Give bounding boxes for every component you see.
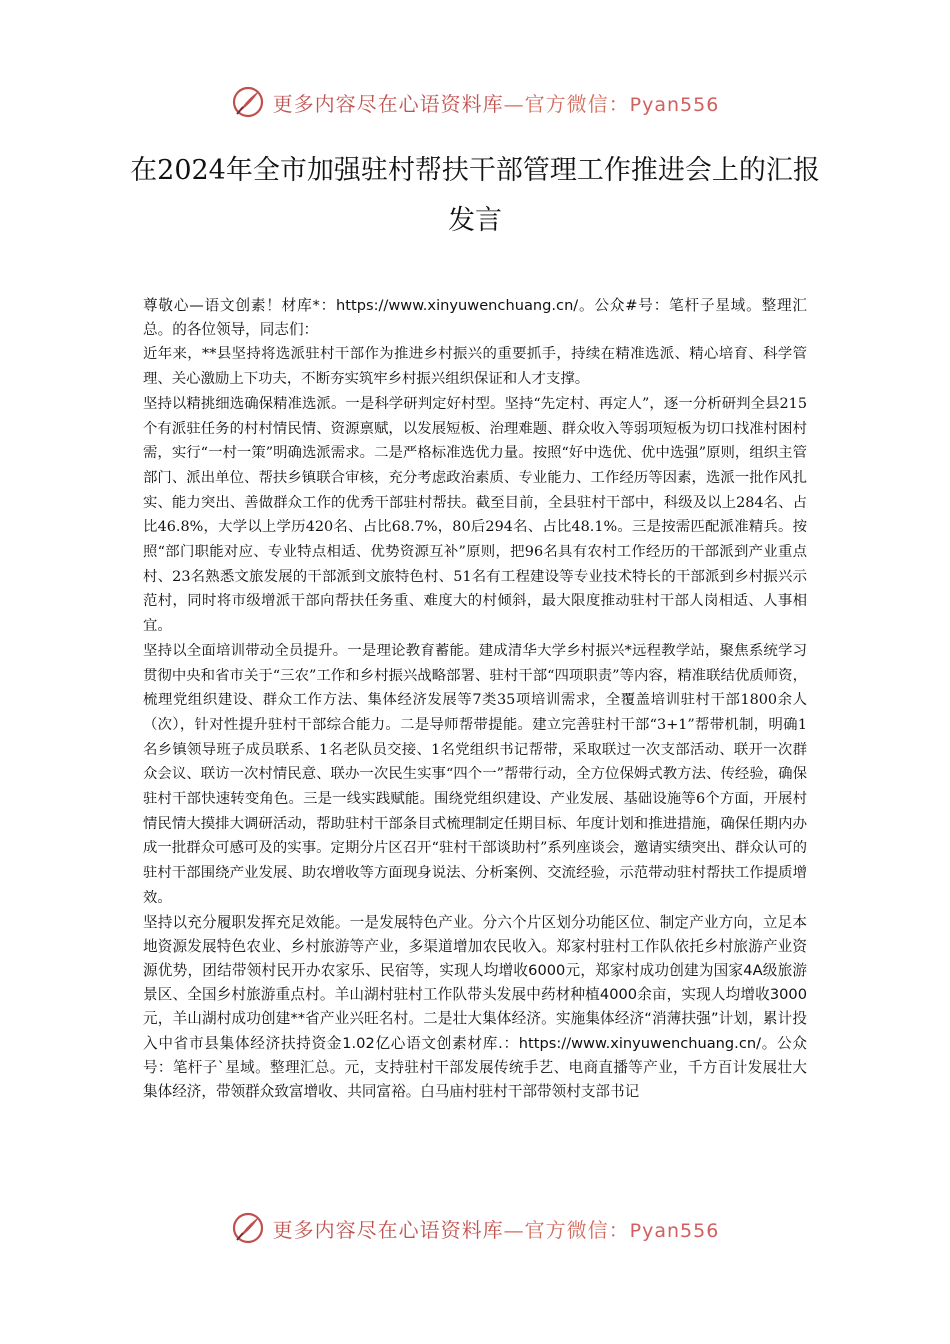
training-paragraph: 坚持以全面培训带动全员提升。一是理论教育蓄能。建成清华大学乡村振兴*远程教学站，聚焦系统学习贯彻中央和省市关于“三农”工作和乡村振兴战略部署、驻村干部“四项职责”等内容，精准联结优质师资，梳理党组织建设、群众工作方法、集体经济发展等7类35项培训需求，全覆盖培训驻村干部1800余人（次），针对性提升驻村干部综合能力。二是导师帮带提能。建立完善驻村干部“3+1”帮带机制，明确1名乡镇领导班子成员联系、1名老队员交接、1名党组织书记帮带，采取联过一次支部活动、联开一次群众会议、联访一次村情民意、联办一次民生实事“四个一”帮带行动，全方位保姆式教方法、传经验，确保驻村干部快速转变角色。三是一线实践赋能。围绕党组织建设、产业发展、基础设施等6个方面，开展村情民情大摸排大调研活动，帮助驻村干部条目式梳理制定任期目标、年度计划和推进措施，确保任期内办成一批群众可感可及的实事。定期分片区召开“驻村干部谈助村”系列座谈会，邀请实绩突出、群众认可的驻村干部围绕产业发展、助农增收等方面现身说法、分析案例、交流经验，示范带动驻村帮扶工作提质增效。 [143,642,807,906]
quill-logo-icon [231,1211,265,1245]
footer-watermark-banner [0,1208,950,1248]
header-watermark-banner [0,82,950,122]
intro-paragraph: 近年来，**县坚持将选派驻村干部作为推进乡村振兴的重要抓手，持续在精准选派、精心培育、科学管理、关心激励上下功夫，不断夯实筑牢乡村振兴组织保证和人才支撑。 [143,346,807,388]
document-body [143,294,807,1104]
performance-paragraph: 坚持以充分履职发挥充足效能。一是发展特色产业。分六个片区划分功能区位、制定产业方向，立足本地资源发展特色农业、乡村旅游等产业，多渠道增加农民收入。郑家村驻村工作队依托乡村旅游产业资源优势，团结带领村民开办农家乐、民宿等，实现人均增收6000元，郑家村成功创建为国家4A级旅游景区、全国乡村旅游重点村。羊山湖村驻村工作队带头发展中药材种植4000余亩，实现人均增收3000元，羊山湖村成功创建**省产业兴旺名村。二是壮大集体经济。实施集体经济“消薄扶强”计划，累计投入中省市县集体经济扶持资金1.02亿心语文创素材库.：https://www.xinyuwenchuang.cn/。公众号：笔杆子`星域。整理汇总。元，支持驻村干部发展传统手艺、电商直播等产业，千方百计发展壮大集体经济，带领群众致富增收、共同富裕。白马庙村驻村干部带领村支部书记 [143,913,807,1100]
greeting-paragraph: 尊敬心—语文创素！材库*：https://www.xinyuwenchuang.cn/。公众#号：笔杆子星域。整理汇总。的各位领导，同志们： [143,297,807,339]
document-title: 在2024年全市加强驻村帮扶干部管理工作推进会上的汇报发言 [130,155,820,236]
selection-paragraph: 坚持以精挑细选确保精准选派。一是科学研判定好村型。坚持“先定村、再定人”，逐一分析研判全县215个有派驻任务的村村情民情、资源禀赋，以发展短板、治理难题、群众收入等弱项短板为切口找准村困村需，实行“一村一策”明确选派需求。二是严格标准选优力量。按照“好中选优、优中选强”原则，组织主管部门、派出单位、帮扶乡镇联合审核，充分考虑政治素质、专业能力、工作经历等因素，选派一批作风扎实、能力突出、善做群众工作的优秀干部驻村帮扶。截至目前，全县驻村干部中，科级及以上284名、占比46.8%，大学以上学历420名、占比68.7%，80后294名、占比48.1%。三是按需匹配派准精兵。按照“部门职能对应、专业特点相适、优势资源互补”原则，把96名具有农村工作经历的干部派到产业重点村、23名熟悉文旅发展的干部派到文旅特色村、51名有工程建设等专业技术特长的干部派到乡村振兴示范村，同时将市级增派干部向帮扶任务重、难度大的村倾斜，最大限度推动驻村干部人岗相适、人事相宜。 [143,395,807,635]
watermark-text: 更多内容尽在心语资料库—官方微信：Pyan556 [272,91,720,116]
quill-logo-icon [231,85,265,119]
watermark-text: 更多内容尽在心语资料库—官方微信：Pyan556 [272,1217,720,1242]
